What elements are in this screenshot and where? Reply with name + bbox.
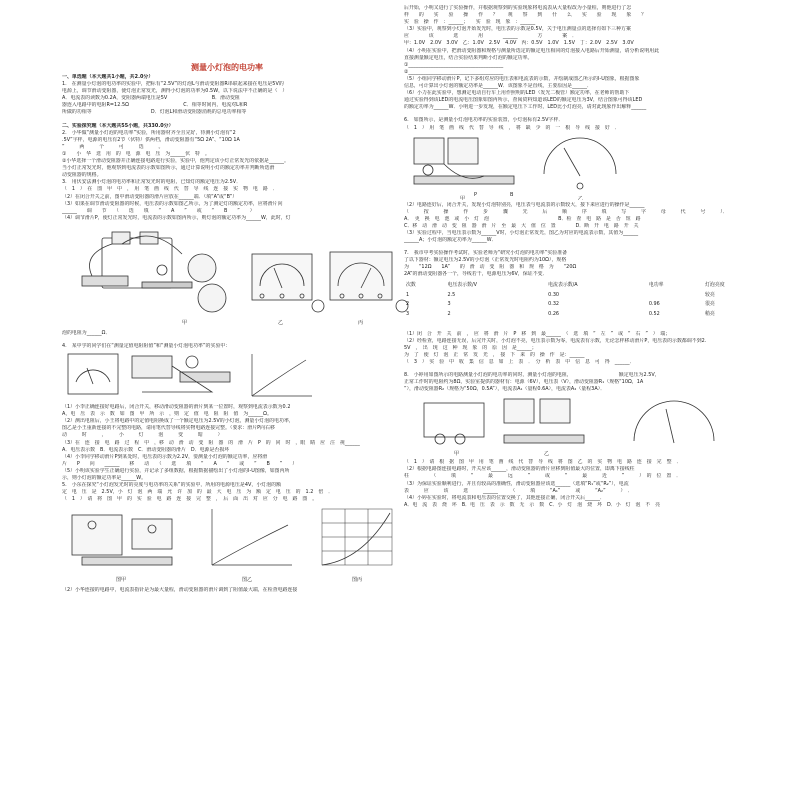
text-line: ②小华选择一个滑动变阻器并正确连接电路进行实验，实验中，他判定该小灯正常发光的依据是______。 [62,158,289,165]
text-line: 实 验 操 作 ：______； 实 验 现 象 ：______ [404,19,536,26]
fig-label-bing: 丙 [358,319,364,326]
text-line: 2A”的滑动变阻器各一个，导线若干，电源电压为6V，保证不变． [404,271,548,278]
figure-q4 [62,352,432,402]
text-line: （3）在 连 接 电 路 过 程 中 ，移 动 滑 动 变 阻 器 的 滑 片 P 的 同 时 ，眼 睛 应 注 视______ [62,439,360,446]
svg-text:甲: 甲 [460,195,466,200]
graph-tuyi [212,509,292,565]
text-line: （ 1 ） 在 图 甲 中 ， 用 笔 画 线 代 替 导 线 连 接 实 物 电 路 ． [62,186,278,193]
text-line: 电源上，调节滑动变阻器，使灯泡正常发光，测得小灯泡的功率为0.5W，以下说法中不正确的是（ ） [62,88,288,95]
table-cell: 0.96 [648,301,660,308]
text-line: （1）闭 合 开 关 前 ， 应 将 滑 片 P 移 到 最______ （ 选 填 “ 左 ” 或 “ 右 ” ） 端； [404,330,671,337]
text-line: （3）为保证实验顺利进行，并且有较高的准确性，滑动变阻器应该选______（选填“R₁”或“R₂”），电流 [404,480,629,487]
text-line: （4）小婷在实验时，将电流表和电压表的位置交换了，其他连接正确，闭合开关后______． [404,494,605,501]
text-line: 为 了 使 灯 泡 正 常 发 光 ， 接 下 来 的 操 作 是：______ [404,351,585,358]
meter-bing [312,252,408,312]
svg-text:乙: 乙 [544,451,550,458]
text-line: 表 应 该 选 ______ （ 填 “A₁” 或 “A₂” ） ． [404,487,633,494]
text-line: 6. 如图所示，是测量小灯泡电功率的实验装置，小灯泡标有2.5V字样． [404,117,564,124]
question-6-block [404,117,774,131]
text-line: A．电 流 表 烧 坏 B．电 压 表 示 数 无 示 数 C．小 灯 泡 烧 坏 D．小 灯 泡 不 亮 [404,501,661,508]
text-line: （2）经检查，电路连接无误，后完开关时，小灯泡不亮，电压表示数为零，电流表有示数，无论怎样移动滑片P，电压表的示数都调不到2. [404,337,707,344]
text-line: （6）小力在此实验中，想测定电动自行车上用作照明的LED（发光二极管）额定功率，在老师的帮助下 [404,90,630,97]
text-line: A．电压表示数 B．电流表示数 C．滑动变阻器的滑片 D．电源是否损坏 [62,446,230,453]
text-line: 甲：1.0V 2.0V 3.0V 乙：1.0V 2.5V 4.0V 丙：0.5V 1.0V 1.5V 丁：2.0V 2.5V 3.0V [404,40,634,47]
table-cell: 2.5 [447,291,456,298]
text-line: ①______________________________________ [404,61,504,68]
text-line: （ 按 操 作 步 骤 先 后 顺 序 填 写 字 母 代 号 ）． [404,208,728,215]
table-cell: 0.32 [548,301,560,308]
table-row [404,290,774,300]
table-cell: 0.30 [548,291,560,298]
text-line: （4）小明在实验中，把滑动变阻器和规格与测量所选定的额定电压相同的灯泡接入电路后开始测量，请分析说明用此 [404,47,660,54]
text-line: 3. 用伏安法测小灯泡的电功率和正常发光时的电阻，已知灯的额定电压为2.5V． [62,179,242,186]
table-cell [647,290,703,300]
text-line: （2）根据电路图连接电路时，开关应该______，滑动变阻器的滑片应移到阻值最大的位置，即离下接线柱 [404,466,635,473]
text-line: 5. 小东在探究“小灯泡发光时的亮度与电功率的关系”的实验中，所用的电源电压是4V，小灯泡的额 [62,482,282,489]
graph-bing [252,354,312,396]
text-line: （ 1 ） 请 根 据 图 甲 用 笔 画 线 代 替 导 线 将 图 乙 的 实 物 电 路 连 接 完 整 ． [404,459,682,466]
text-line: 信息，可计算出小灯泡的额定功率是______W．该图象不是直线，主要原因是______． [404,83,592,90]
fig-label-tubing: 图丙 [352,577,363,584]
circuit-yi [132,356,230,392]
text-line: 示，则小灯泡的额定功率是______W。 [62,475,147,481]
circuit-q8-jia [424,403,484,444]
text-line: A． 更 换 电 池 或 小 灯 泡 B．检 查 电 路 是 否 短 路 [404,215,641,222]
text-line: （3）如果在调节滑动变阻器的时候，电压表的示数如图乙所示，为了测定灯的额定功率，应将滑片向 [62,200,283,207]
text-line: ______A；小灯泡的额定功率为______W． [404,237,497,244]
text-line: ______ 调 节 （ 选 填 “ A ” 或 “ B ” ） [62,207,255,214]
table-header-row [404,281,774,291]
text-line: 动 时 ， 小 灯 泡 变 暗 ） [62,432,223,439]
circuit-q8-yi [504,399,584,443]
text-line: 柱 （ 填 “ 最 远 ” 或 “ 最 近 ” ） 的 位 置 ． [404,473,682,480]
svg-text:甲: 甲 [454,451,460,458]
question-8-cont-block [404,459,774,509]
table-cell: 灯泡亮度 [705,281,725,288]
table-cell: 很亮 [705,301,715,308]
text-line: （2）电路连好后，闭合开关，发现小灯泡特别亮，电压表与电流表的示数较大，接下来应进行的操作是______ [404,201,645,208]
question-7-block [404,250,774,278]
text-line: 为 “12Ω 1A” 的 滑 动 变 阻 器 和 规 格 为 “20Ω [404,264,577,271]
table-cell: 3 [406,310,410,317]
text-line: 二、实验探究题（本大题共55小题，共330.0分） [62,122,174,129]
fig-label-tuyi: 图乙 [242,577,253,584]
table-cell: 3 [447,301,451,308]
text-line: 2. 小华做“测量小灯泡的电功率”实验，所用器材齐全且完好，待测小灯泡有“2 [62,129,236,136]
text-line: ① 小 华 选 用 的 电 源 电 压 为______伏 特 。 [62,150,210,157]
table-cell: 2 [406,301,410,308]
table-cell: 1 [406,291,410,298]
question-4-block [62,343,432,350]
figure-q5 [62,505,432,585]
question-2-3-block [62,123,432,222]
table-cell: 电流表示数/A [548,281,578,288]
text-line: A．电流表的读数为0.2A，变阻器两端电压是5V B．滑动变阻 [62,95,240,102]
text-line: （1）小李正确连接好电路后，闭合开关，移动滑动变阻器的滑片到某一位置时，观察到电流表示数为0.2 [62,404,291,411]
table-cell: 0.26 [548,310,560,317]
text-line: ”），滑动变阻器R₂（规格为“50Ω，0.5A”），电流表A₁（量程0.6A），电流表A₂（量程3A）． [404,386,606,393]
table-cell: 电功率 [648,281,664,288]
text-line: （4）调节滑片P，使灯正常发光时，电流表的示数如图丙所示，则灯泡的额定功率为______W，此时，灯 [62,214,291,221]
text-line: 器连入电路中的电阻R=12.5Ω C．相等时间内，电流对L和R [62,102,248,109]
text-line: 应 该 选 用 ______ 方 案 ． [404,33,578,40]
figure-q8 [404,395,774,457]
text-line: （ 3 ） 实 验 中 收 集 信 息 如 上 表 ． 分 析 表 中 信 息 可 得 ______． [404,358,635,365]
text-line: （2）测出电阻后，小王将电路中的定值电阻换成了一个额定电压为2.5V的小灯泡，测量小灯泡的电功率， [62,418,294,425]
text-line: 了以下器材：额定电压为2.5V的小灯泡（正常发光时电阻约为10Ω），规格 [404,257,567,264]
question-8-block [404,372,774,393]
table-row [404,300,774,310]
text-line: 一、单选题（本大题共1小题，共2.0分） [62,74,154,80]
text-line: （5）小明该实验学生正确进行实验，并记录了多组数据，根据数据描绘出了小灯泡的I-U图像，如图丙所 [62,467,290,474]
apparatus-jia [414,138,514,184]
text-line: （3）实验过程中，当电压表示数为______V时，小灯泡正常发光，图乙为对应的电流表示数，其值为______ [404,229,639,236]
left-column [62,74,432,594]
text-line: （5）小组同学移动滑片P，记下多组对应的电压表和电流表的示数，并绘制成图乙所示的I-U图象，根据图象 [404,75,640,82]
question-5-cont-block [404,5,774,111]
text-line: （4）小李同学移动滑片P到某处时，电压表的示数为2.2V，要测量小灯泡的额定功率，应将滑 [62,453,268,460]
svg-text:B: B [510,191,514,198]
question-6-cont-block [404,202,774,245]
text-line: 4. 某中学的同学们在“测量定值电阻阻值”和“测量小灯泡电功率”的实验中： [62,342,231,349]
meter-yi [252,254,312,300]
voltmeter-jia [68,354,118,394]
fig-label-tujia: 图甲 [116,577,127,584]
table-cell: 0.52 [648,310,660,317]
table-cell: 2 [447,310,451,317]
table-row [404,310,774,320]
page-title: 测量小灯泡的电功率 [191,63,263,72]
text-line: （3）实验中，观察到小灯泡开始发光时，电压表的示数是0.5V，关于电压测量点的选择有如下三种方案 [404,26,631,33]
fig-label-yi: 乙 [278,319,284,326]
data-table [404,281,774,320]
circuit-jia [82,232,226,312]
table-cell: 稍亮 [705,310,715,317]
text-line: 通过实验得到该LED的电流电压图象如图丙所示，查阅资料知道该LED的额定电压为3V，结合图象可得该LED [404,97,643,104]
text-line: （ 1 ） 请 将 图 甲 的 实 验 电 路 连 接 完 整 ， 后 面 出 对 应 分 电 路 图 。 [62,496,318,503]
question-4-5-block [62,404,432,503]
right-column [404,5,774,509]
text-line: 正常工作时的电阻约为8Ω，实验室提供的器材有：电源（6V），电压表（V），滑动变阻器R₁（规格“10Ω，1A [404,379,644,386]
ammeter-q8 [634,401,714,443]
text-line: ” 两 个 可 选 。 [62,143,164,150]
text-line: （ 1 ） 用 笔 画 线 代 替 导 线 ， 将 缺 少 的 一 根 导 线 接 好 ． [404,124,620,131]
text-line: ②______________________________________ [404,68,504,75]
question-7-cont-block [404,331,774,366]
text-line: 后开始，小明又进行了实验操作，并根据观察到的实验现象将电流表从大量程改为小量程，则他进行了怎 [404,5,632,11]
text-line: （2）小华连接的电路中，电流表指针是为最大量程，滑动变阻器的滑片调到了阻值最大端，在检查电路连接 [62,587,298,594]
text-line: 7. 我市中考实验操作考试时，实验老师为“研究小灯泡的电功率”实验准备 [404,250,568,257]
circuit-tujia [72,515,172,565]
text-line: 8. 小婷用如图所示的电路测量小灯泡的电功率的同时，测量小灯泡的电阻， 额定电压为2.5V， [404,372,660,378]
table-cell: 较亮 [705,291,715,298]
text-line: 动变阻器的规格。 [62,172,102,179]
text-line: 图乙是小王重新连接的不完整的电路，请用笔代替导线将实物电路连接完整。（要求：滑片P向右移 [62,425,275,432]
svg-text:P: P [474,191,478,198]
text-line: A，电 压 表 示 数 如 图 甲 所 示 ，则 定 值 电 阻 阻 值 为______Ω。 [62,411,272,418]
text-line: 样 的 实 验 操 作 ？ 观 察 到 什 么 实 验 现 象 ？ [404,12,647,19]
text-line: （2）在闭合开关之前，图中滑动变阻器的滑片应放在______端．（填“A”或“B”） [62,193,238,200]
ammeter-yi [544,138,616,189]
graph-tubing [322,509,392,565]
question-1-block [62,74,432,117]
table-q7 [404,281,774,329]
text-line: 5V ， 出 现 这 种 现 象 的 原 因 是______； [404,344,537,351]
text-line: C．移 动 滑 动 变 阻 器 滑 片 至 最 大 值 位 置 D．断 开 电 路 开 关 [404,222,639,229]
svg-text:乙: 乙 [578,195,584,200]
table-cell: 电压表示数/V [447,281,477,288]
text-line: .5V”字样，电源的电压有2节（伏特）供两档，滑动变阻器有“5Ω 2A”、“10Ω 1A [62,136,240,143]
figure-q6 [404,134,774,200]
fig-label-jia: 甲 [182,319,188,326]
text-line: 定 电 压 是 2.5V，小 灯 泡 两 端 允 许 加 的 最 大 电 压 为 额 定 电 压 的 1.2 倍 ． [62,489,334,496]
text-line: 1. 在测量小灯泡的电功率的实验中，把标有“2.5V”的灯泡L与滑动变阻器R串联起来接在电压是5V的 [62,81,284,88]
figure-q3-svg [62,224,432,328]
text-line: 泡的电阻为______Ω． [62,329,111,336]
text-line: 的额定功率为______W．小明进一步发现，在额定电压下工作时，LED比小灯泡亮，请对此现象作出解释______ [404,104,647,111]
text-line: 片 P 向 ______ 移 动 （ 选 填 “ A ” 或 “ B ” ） [62,460,298,467]
table-cell: 次数 [406,281,416,288]
figure-q3 [62,224,432,328]
text-line: 所做的功相等 D．灯泡L和滑动变阻器消耗的总电功率相等 [62,109,247,116]
text-line: 直接测量额定电压，结合实验结果判断小灯泡的额定功率。 [404,54,533,61]
text-line: 当小灯正常发光时，他观察到电流表的示数如图所示，通过计算说明小灯的额定功率并判断所选滑 [62,165,275,172]
